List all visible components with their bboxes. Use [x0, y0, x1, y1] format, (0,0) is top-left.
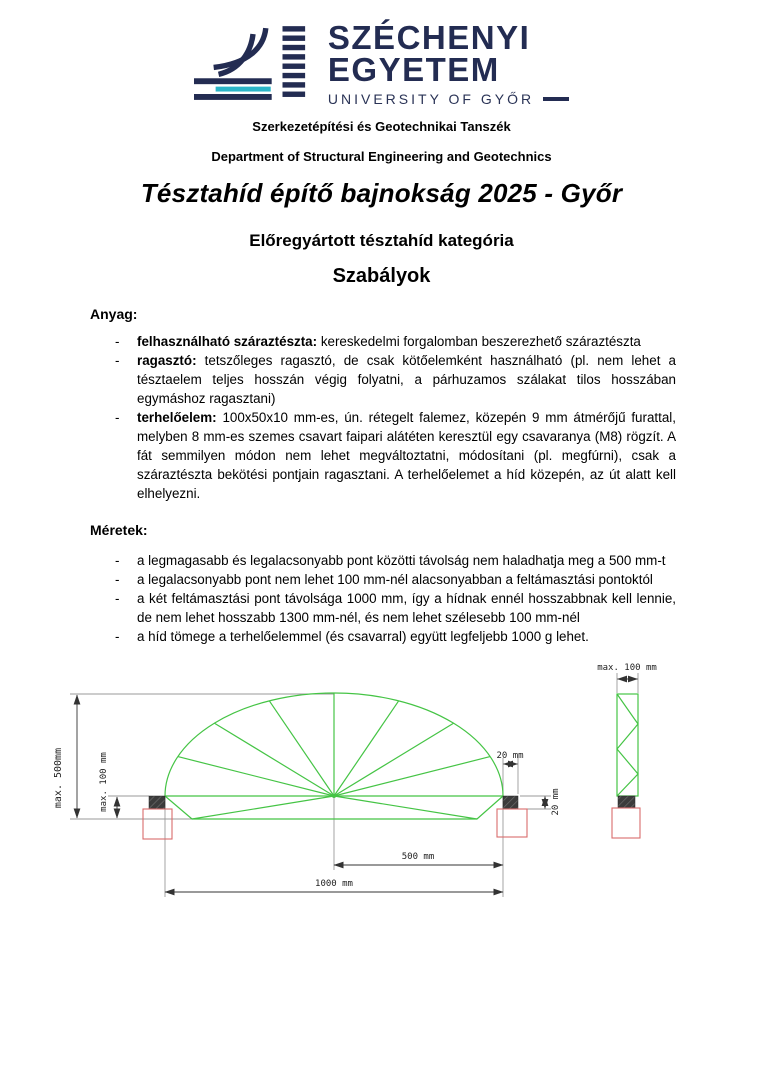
dimension-labels [53, 663, 657, 889]
list-item [115, 332, 676, 351]
list-item [115, 351, 676, 408]
extension-lines [70, 673, 638, 897]
list-item-text: a legmagasabb és legalacsonyabb pont közötti távolság nem haladhatja meg a 500 mm-t [137, 552, 666, 568]
list-item-text: felhasználható száraztészta: kereskedelmi forgalomban beszerezhető száraztészta [137, 333, 641, 349]
list-item [115, 551, 676, 570]
department-name-hu: Szerkezetépítési és Geotechnikai Tanszék [252, 118, 511, 134]
list-item-text: terhelőelem: 100x50x10 mm-es, ún. rétegelt falemez, közepén 9 mm átmérőjű furattal, melyben 8 mm-es szemes csavart faipari alátéten keresztül egy csavaranya (M8) rögzít. A fát semmilyen módon nem lehet megváltoztatni, módosítani (pl. megfúrni), csak a száraztészta bekötési pontjain ragasztani. A terhelőelemet a híd közepén, az út alatt kell elhelyezni. [137, 409, 676, 501]
logo-dash [543, 97, 569, 101]
list-item [115, 627, 676, 646]
logo-name-line1: SZÉCHENYI [327, 19, 531, 56]
list-item-text: ragasztó: tetszőleges ragasztó, de csak kötőelemként használható (pl. nem lehet a tésztaelem teljes hosszán végig folyatni, a párhuzamos szálakat tilos hosszában egymáshoz ragasztani) [137, 352, 676, 406]
university-logo-mark-icon [194, 26, 312, 103]
road-bars-icon [194, 78, 272, 100]
bullet-marker: - [115, 333, 120, 349]
left-support-block [143, 809, 172, 839]
section-meretek [90, 522, 676, 646]
department-name-en: Department of Structural Engineering and Geotechnics [211, 148, 552, 164]
meretek-list [90, 551, 676, 646]
rules-heading: Szabályok [332, 264, 431, 287]
dim-label-half-span: 500 mm [401, 851, 435, 862]
plan-support-block [612, 808, 640, 838]
section-anyag-title: Anyag: [90, 305, 138, 322]
list-item [115, 570, 676, 589]
left-load-pad [149, 796, 165, 809]
list-item [115, 589, 676, 627]
dim-label-support-height: 20 mm [551, 788, 561, 816]
supports [143, 796, 640, 839]
dim-label-max-below: max. 100 mm [99, 751, 109, 812]
section-anyag [90, 306, 676, 503]
bullet-marker: - [115, 552, 120, 568]
bridge-technical-drawing [0, 646, 763, 916]
university-logo-text [327, 19, 569, 107]
dim-label-deck-width: max. 100 mm [597, 662, 657, 673]
page-title: Tésztahíd építő bajnokság 2025 - Győr [140, 177, 623, 208]
university-logo [0, 19, 763, 107]
right-load-pad [503, 796, 518, 809]
tower-bars-icon [282, 26, 305, 97]
plan-load-pad [618, 796, 635, 808]
anyag-list [90, 332, 676, 503]
section-meretek-title: Méretek: [90, 521, 148, 538]
dim-label-max-height: max. 500mm [53, 747, 64, 808]
logo-name-line2: EGYETEM [327, 51, 500, 89]
dim-label-support-width: 20 mm [496, 750, 524, 761]
dim-label-span: 1000 mm [315, 878, 353, 889]
bullet-marker: - [115, 628, 120, 644]
document-header [0, 0, 763, 288]
bridge-deck-plan-view [617, 694, 638, 796]
bridge-arc-icon [214, 28, 266, 74]
list-item-text: a két feltámasztási pont távolsága 1000 mm, így a hídnak ennél hosszabbnak kell lennie, de nem lehet hosszabb 1300 mm-nél, és nem lehet szélesebb 100 mm-nél [137, 590, 676, 625]
list-item-text: a legalacsonyabb pont nem lehet 100 mm-nél alacsonyabban a feltámasztási pontoktól [137, 571, 653, 587]
bullet-marker: - [115, 571, 120, 587]
logo-name-line3 [328, 91, 569, 107]
truss-center-node [332, 794, 336, 798]
bullet-marker: - [115, 352, 120, 368]
list-item-text: a híd tömege a terhelőelemmel (és csavarral) együtt legfeljebb 1000 g lehet. [137, 628, 589, 644]
page-subtitle: Előregyártott tésztahíd kategória [249, 230, 514, 250]
logo-subtitle: UNIVERSITY OF GYŐR [327, 90, 535, 107]
bullet-marker: - [115, 409, 120, 425]
bullet-marker: - [115, 590, 120, 606]
dimension-lines [77, 679, 638, 892]
right-support-block [497, 809, 527, 837]
list-item [115, 408, 676, 503]
